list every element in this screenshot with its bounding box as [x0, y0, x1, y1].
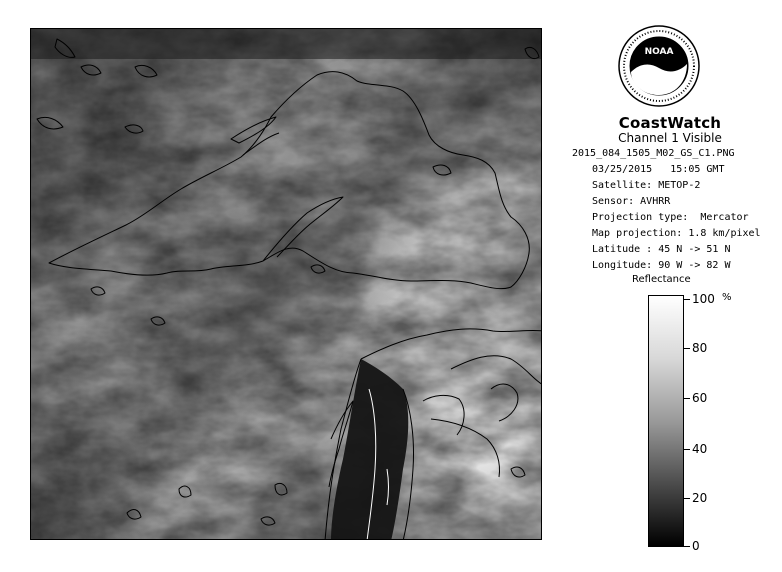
noaa-logo-text: NOAA [644, 47, 674, 57]
sensor-label: Sensor: AVHRR [592, 196, 671, 207]
satellite-imagery [31, 29, 542, 540]
colorbar-tick-label: 100 [692, 292, 715, 306]
satellite-image [30, 28, 542, 540]
reflectance-colorbar [648, 295, 684, 547]
colorbar-tick [684, 546, 690, 547]
app-title: CoastWatch [618, 114, 722, 132]
latitude-label: Latitude : 45 N -> 51 N [592, 244, 731, 255]
acquisition-datetime [592, 164, 724, 175]
acquisition-date: 03/25/2015 [592, 164, 653, 175]
colorbar-tick [684, 398, 690, 399]
noaa-logo [617, 24, 701, 108]
acquisition-time: 15:05 GMT [670, 164, 725, 175]
longitude-label: Longitude: 90 W -> 82 W [592, 260, 731, 271]
projection-type-label: Projection type: Mercator [592, 212, 749, 223]
colorbar-tick-label: 40 [692, 442, 708, 456]
colorbar-tick-label: 20 [692, 491, 708, 505]
legend-unit: % [722, 292, 732, 303]
colorbar-tick [684, 348, 690, 349]
satellite-label: Satellite: METOP-2 [592, 180, 701, 191]
colorbar-tick [684, 498, 690, 499]
image-filename: 2015_084_1505_M02_GS_C1.PNG [572, 148, 735, 159]
colorbar-tick-label: 0 [692, 539, 700, 553]
colorbar-tick [684, 449, 690, 450]
channel-subtitle: Channel 1 Visible [618, 131, 722, 145]
colorbar-tick-label: 60 [692, 391, 708, 405]
legend-title: Reflectance [632, 274, 691, 285]
colorbar-tick [684, 299, 690, 300]
map-projection-label: Map projection: 1.8 km/pixel [592, 228, 761, 239]
colorbar-tick-label: 80 [692, 341, 708, 355]
